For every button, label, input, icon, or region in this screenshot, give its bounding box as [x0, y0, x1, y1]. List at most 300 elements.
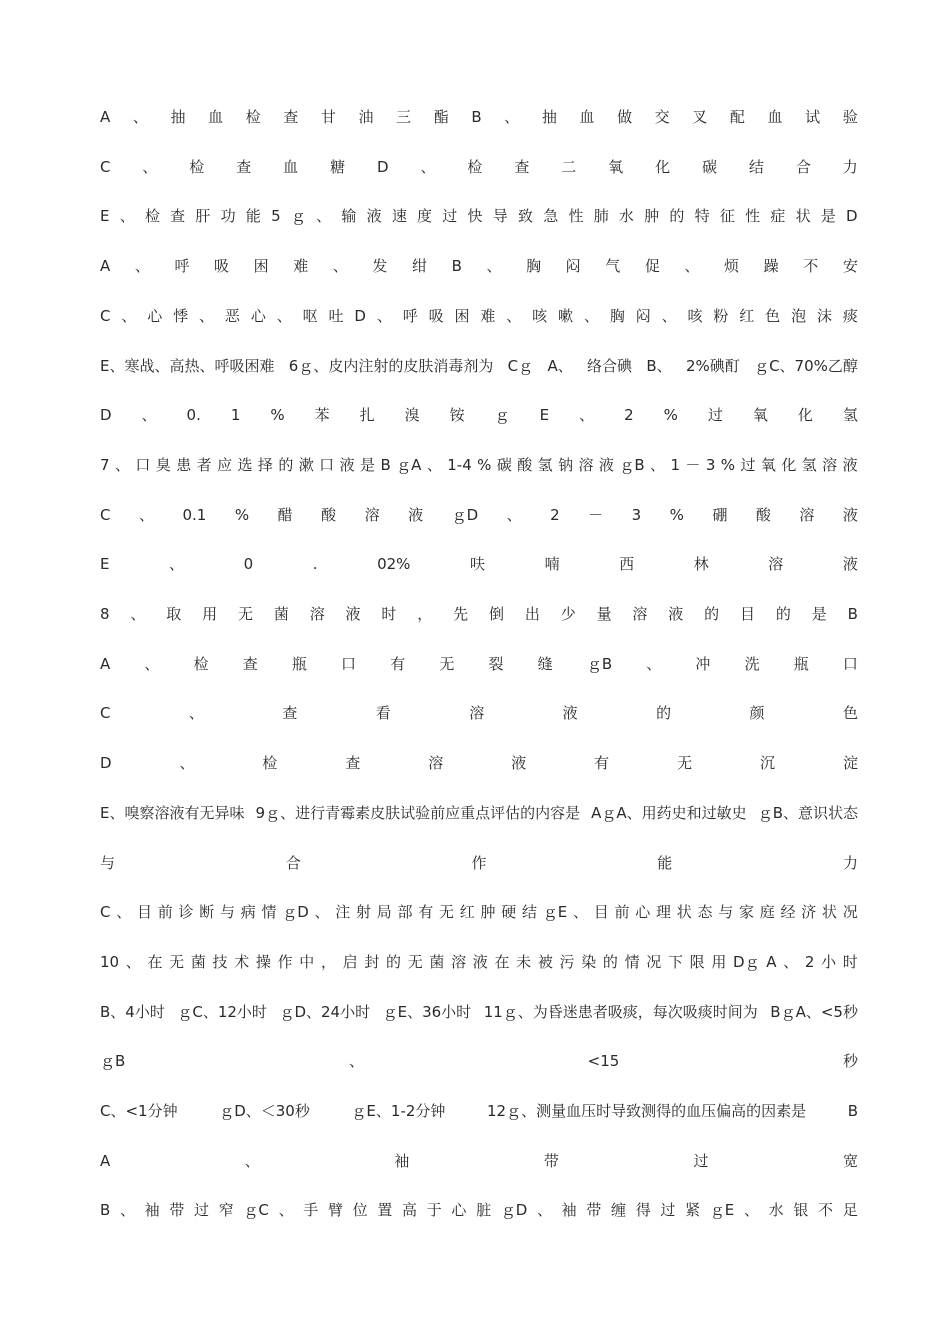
text-token: 力 [842, 854, 858, 872]
text-token: 铵 [449, 406, 465, 424]
text-token: 不 [818, 1201, 834, 1219]
text-token: 二 [561, 158, 577, 176]
text-token: ， [320, 953, 336, 971]
text-token: 溴 [404, 406, 420, 424]
text-token: 、 [138, 506, 154, 524]
text-token: E [100, 207, 110, 225]
text-token: ｇB [619, 456, 645, 474]
text-line [100, 400, 858, 430]
text-token: 难 [293, 257, 309, 275]
text-token: 溶 [451, 953, 467, 971]
text-token: 1-4 [447, 456, 472, 474]
text-token: 红 [739, 307, 755, 325]
text-token: 、 [199, 307, 215, 325]
text-token: 被 [537, 953, 553, 971]
text-token: 是 [811, 605, 827, 623]
text-line [100, 599, 858, 629]
text-token: 02% [377, 555, 411, 573]
text-line [100, 947, 858, 977]
text-token: 酯 [433, 108, 449, 126]
text-token: 3 [631, 506, 642, 524]
text-line [100, 649, 858, 679]
text-token: 碳 [496, 456, 512, 474]
text-token: 有 [390, 655, 406, 673]
text-token: 、 [188, 704, 204, 722]
text-token: 速 [391, 207, 407, 225]
text-token: 力 [842, 158, 858, 176]
text-token: 5 [271, 207, 281, 225]
text-token: 检 [262, 754, 278, 772]
text-token: B、4小时 [100, 1003, 165, 1021]
text-token: 无 [237, 605, 253, 623]
text-token: A [100, 655, 111, 673]
text-token: ｇ [494, 406, 510, 424]
text-line [100, 450, 858, 480]
text-token: 袖 [394, 1152, 410, 1170]
text-token: 、 [348, 1052, 364, 1070]
text-line [100, 351, 858, 381]
text-token: 、 [506, 506, 522, 524]
text-token: 交 [654, 108, 670, 126]
text-token: 糖 [330, 158, 346, 176]
text-token: 液 [842, 555, 858, 573]
text-token: ｇB、意识状态 [757, 804, 858, 822]
text-token: 2 [804, 953, 815, 971]
text-token: 液 [562, 704, 578, 722]
text-token: 、 [169, 555, 185, 573]
text-token: 患 [176, 456, 192, 474]
text-token: 、 [332, 257, 348, 275]
text-token: 小 [821, 953, 837, 971]
text-token: 位 [352, 1201, 368, 1219]
text-token: 缠 [611, 1201, 627, 1219]
text-token: 吸 [214, 257, 230, 275]
text-token: 量 [596, 605, 612, 623]
text-token: 化 [797, 406, 813, 424]
text-line [100, 152, 858, 182]
text-token: 甘 [320, 108, 336, 126]
text-token: 能 [245, 207, 261, 225]
text-token: B [451, 257, 462, 275]
text-token: 、 [141, 406, 157, 424]
text-token: ｇE、36小时 [382, 1003, 472, 1021]
text-token: B [380, 456, 391, 474]
text-token: 中 [299, 953, 315, 971]
text-token: 肿 [480, 903, 496, 921]
text-token: 目 [593, 903, 609, 921]
text-token: 苯 [314, 406, 330, 424]
text-token: 用 [202, 605, 218, 623]
text-token: 手 [303, 1201, 319, 1219]
text-line [100, 997, 858, 1027]
text-token: 呼 [174, 257, 190, 275]
text-token: 症 [770, 207, 786, 225]
text-token: 、 [661, 307, 677, 325]
text-token: 、 [583, 307, 599, 325]
text-token: B [471, 108, 482, 126]
text-line [100, 798, 858, 828]
text-token: 、 [244, 1152, 260, 1170]
text-token: 秒 [842, 1052, 858, 1070]
text-token: 高 [402, 1201, 418, 1219]
text-token: 溶 [578, 456, 594, 474]
text-token: 理 [655, 903, 671, 921]
text-token: 水 [618, 207, 634, 225]
text-token: 液 [511, 754, 527, 772]
text-token: 、 [144, 655, 160, 673]
text-token: 液 [366, 207, 382, 225]
text-token: 用 [711, 953, 727, 971]
text-token: 度 [417, 207, 433, 225]
text-token: 看 [375, 704, 391, 722]
text-token: 叉 [692, 108, 708, 126]
text-token: 口 [319, 456, 335, 474]
text-token: ｇD [282, 903, 309, 921]
text-token: 咳 [532, 307, 548, 325]
text-token: 液 [472, 953, 488, 971]
text-token: 态 [697, 903, 713, 921]
text-token: 足 [842, 1201, 858, 1219]
text-token: 液 [842, 456, 858, 474]
text-line [100, 848, 858, 878]
text-token: 菌 [429, 953, 445, 971]
text-token: 的 [278, 456, 294, 474]
text-line [100, 1146, 858, 1176]
text-token: 操 [255, 953, 271, 971]
text-token: D [846, 207, 858, 225]
text-line [100, 549, 858, 579]
text-token: 臂 [327, 1201, 343, 1219]
text-token: 、 [142, 158, 158, 176]
text-token: 部 [397, 903, 413, 921]
text-token: 窄 [218, 1201, 234, 1219]
text-token: 污 [559, 953, 575, 971]
text-token: 目 [740, 605, 756, 623]
text-token: A [100, 1152, 111, 1170]
text-token: 封 [364, 953, 380, 971]
text-token: 酸 [321, 506, 337, 524]
text-token: B [847, 605, 858, 623]
text-token: 液 [668, 605, 684, 623]
text-token: 红 [459, 903, 475, 921]
text-token: C [100, 903, 111, 921]
text-token: 带 [543, 1152, 559, 1170]
text-token: 选 [237, 456, 253, 474]
text-token: 洗 [744, 655, 760, 673]
text-token: E [100, 555, 110, 573]
text-token: 宽 [842, 1152, 858, 1170]
text-token: 庭 [759, 903, 775, 921]
text-token: 7 [100, 456, 110, 474]
text-token: 前 [614, 903, 630, 921]
text-token: 得 [635, 1201, 651, 1219]
text-token: 射 [356, 903, 372, 921]
text-token: 液 [345, 605, 361, 623]
text-token: 是 [360, 456, 376, 474]
text-token: 钠 [558, 456, 574, 474]
text-token: 的 [669, 207, 685, 225]
text-token: 查 [514, 158, 530, 176]
text-token: ｇE [709, 1201, 735, 1219]
text-token: 启 [342, 953, 358, 971]
text-token: A [100, 257, 111, 275]
text-token: 发 [372, 257, 388, 275]
text-token: 络合碘 [587, 357, 633, 375]
text-token: 过 [693, 1152, 709, 1170]
text-token: 溶 [428, 754, 444, 772]
text-token: ｇ [290, 207, 306, 225]
text-token: 瓶 [291, 655, 307, 673]
text-token: 扎 [359, 406, 375, 424]
text-token: 液 [408, 506, 424, 524]
text-token: 无 [439, 903, 455, 921]
text-token: 胸 [526, 257, 542, 275]
text-token: 检 [193, 655, 209, 673]
text-token: E、寒战、高热、呼吸困难 [100, 357, 275, 375]
text-token: 性 [568, 207, 584, 225]
text-token: 1 [670, 456, 681, 474]
text-token: 带 [169, 1201, 185, 1219]
text-token: 恶 [224, 307, 240, 325]
text-token: 的 [775, 605, 791, 623]
text-token: 、 [376, 307, 392, 325]
text-token: 急 [543, 207, 559, 225]
text-token: 、 [119, 207, 135, 225]
text-token: 醋 [277, 506, 293, 524]
text-token: 西 [619, 555, 635, 573]
text-token: 查 [282, 704, 298, 722]
text-token: 、 [125, 953, 141, 971]
text-token: 、 [650, 456, 666, 474]
text-token: 裂 [488, 655, 504, 673]
text-token: 是 [820, 207, 836, 225]
text-token: 目 [136, 903, 152, 921]
text-token: 袖 [561, 1201, 577, 1219]
text-token: % [270, 406, 285, 424]
text-token: C、<1分钟 [100, 1102, 178, 1120]
text-token: 、 [121, 307, 137, 325]
text-token: 情 [261, 903, 277, 921]
text-token: 嗽 [558, 307, 574, 325]
text-token: 家 [738, 903, 754, 921]
text-token: 12ｇ、测量血压时导致测得的血压偏高的因素是 [487, 1102, 807, 1120]
text-token: 液 [598, 456, 614, 474]
text-token: 快 [467, 207, 483, 225]
text-token: 、 [276, 307, 292, 325]
text-token: 呋 [469, 555, 485, 573]
text-token: 结 [522, 903, 538, 921]
text-token: 况 [842, 903, 858, 921]
text-token: 状 [821, 903, 837, 921]
text-token: 1 [230, 406, 241, 424]
text-token: 、 [132, 108, 148, 126]
text-token: 合 [285, 854, 301, 872]
text-token: 困 [454, 307, 470, 325]
text-token: 肺 [593, 207, 609, 225]
text-token: 溶 [469, 704, 485, 722]
text-token: 2 [624, 406, 634, 424]
text-token: 瓶 [793, 655, 809, 673]
text-token: 闷 [565, 257, 581, 275]
text-token: % [663, 406, 678, 424]
text-token: 结 [748, 158, 764, 176]
text-token: 验 [842, 108, 858, 126]
text-token: 困 [253, 257, 269, 275]
text-token: 济 [801, 903, 817, 921]
text-token: AｇA、用药史和过敏史 [591, 804, 747, 822]
text-token: 泡 [791, 307, 807, 325]
text-token: 置 [377, 1201, 393, 1219]
text-token: 检 [189, 158, 205, 176]
text-token: 少 [560, 605, 576, 623]
text-token: 溶 [768, 555, 784, 573]
text-token: 血 [208, 108, 224, 126]
text-token: 硼 [712, 506, 728, 524]
text-token: A [100, 108, 111, 126]
text-token: 林 [693, 555, 709, 573]
text-token: 无 [677, 754, 693, 772]
text-token: 、 [506, 307, 522, 325]
text-token: 冲 [695, 655, 711, 673]
text-token: 心 [147, 307, 163, 325]
text-token: 肝 [195, 207, 211, 225]
text-token: 诊 [178, 903, 194, 921]
text-token: 、 [743, 1201, 759, 1219]
text-token: 在 [494, 953, 510, 971]
text-token: 2 [550, 506, 560, 524]
text-token: A、 [547, 357, 573, 375]
text-token: 溶 [799, 506, 815, 524]
text-token: 咳 [687, 307, 703, 325]
text-token: 碳 [702, 158, 718, 176]
text-token: 、 [579, 406, 595, 424]
text-token: 0. [186, 406, 201, 424]
text-token: 特 [694, 207, 710, 225]
text-token: 状 [676, 903, 692, 921]
text-token: 、 [783, 953, 799, 971]
text-line [100, 748, 858, 778]
text-token: 经 [780, 903, 796, 921]
text-token: 菌 [273, 605, 289, 623]
text-token: 闷 [635, 307, 651, 325]
text-token: 时 [381, 605, 397, 623]
text-token: 躁 [763, 257, 779, 275]
text-token: 胸 [609, 307, 625, 325]
text-token: 、 [504, 108, 520, 126]
text-token: 沉 [760, 754, 776, 772]
text-token: 无 [407, 953, 423, 971]
text-token: C [100, 704, 111, 722]
text-token: 颜 [749, 704, 765, 722]
text-token: 检 [144, 207, 160, 225]
text-token: Cｇ [507, 357, 534, 375]
text-token: 配 [729, 108, 745, 126]
text-token: 吐 [328, 307, 344, 325]
text-token: 抽 [170, 108, 186, 126]
text-token: 带 [586, 1201, 602, 1219]
text-token: 查 [345, 754, 361, 772]
text-token: 呕 [302, 307, 318, 325]
text-token: D [100, 406, 112, 424]
text-token: 、 [119, 1201, 135, 1219]
text-token: 先 [453, 605, 469, 623]
text-token: E [539, 406, 550, 424]
text-token: 断 [199, 903, 215, 921]
text-token: ｇB [100, 1052, 126, 1070]
text-token: － [588, 506, 604, 524]
text-token: ｇC、12小时 [177, 1003, 267, 1021]
text-token: C [100, 506, 111, 524]
text-token: 0 [243, 555, 254, 573]
text-token: 呼 [402, 307, 418, 325]
text-token: 于 [426, 1201, 442, 1219]
text-token: 烦 [724, 257, 740, 275]
text-token: 酸 [755, 506, 771, 524]
text-token: D [100, 754, 112, 772]
text-token: 菌 [190, 953, 206, 971]
text-token: C [100, 307, 111, 325]
text-token: 氢 [537, 456, 553, 474]
text-token: 血 [579, 108, 595, 126]
text-token: 8 [100, 605, 110, 623]
text-token: 与 [219, 903, 235, 921]
text-token: A [766, 953, 777, 971]
text-token: ｇD [451, 506, 479, 524]
text-line [100, 897, 858, 927]
text-token: % [234, 506, 250, 524]
text-line [100, 301, 858, 331]
text-line [100, 698, 858, 728]
text-token: 功 [220, 207, 236, 225]
text-token: 过 [740, 456, 756, 474]
text-token: 试 [805, 108, 821, 126]
text-token: D [354, 307, 366, 325]
text-token: 倒 [488, 605, 504, 623]
text-token: 择 [257, 456, 273, 474]
text-token: 应 [217, 456, 233, 474]
text-token: 吸 [428, 307, 444, 325]
text-token: 氧 [608, 158, 624, 176]
text-token: 痰 [842, 307, 858, 325]
text-token: 口 [341, 655, 357, 673]
text-token: 、 [116, 903, 132, 921]
text-token: 氧 [760, 456, 776, 474]
text-token: 氢 [842, 406, 858, 424]
text-token: 不 [803, 257, 819, 275]
text-token: 有 [418, 903, 434, 921]
text-token: Dｇ [733, 953, 760, 971]
text-token: 血 [767, 108, 783, 126]
text-token: D [377, 158, 389, 176]
text-token: B [847, 1102, 858, 1120]
text-token: 导 [492, 207, 508, 225]
text-token: % [720, 456, 736, 474]
text-token: 肿 [644, 207, 660, 225]
text-token: 2%碘酊 [685, 357, 740, 375]
text-token: 抽 [541, 108, 557, 126]
text-token: ｇD、24小时 [279, 1003, 371, 1021]
text-token: 能 [657, 854, 673, 872]
text-token: 脏 [476, 1201, 492, 1219]
text-token: 限 [689, 953, 705, 971]
text-line [100, 1195, 858, 1225]
text-token: 、 [316, 207, 332, 225]
text-token: B、 [646, 357, 672, 375]
text-token: 下 [667, 953, 683, 971]
text-token: 出 [524, 605, 540, 623]
text-token: 查 [236, 158, 252, 176]
text-token: 术 [234, 953, 250, 971]
